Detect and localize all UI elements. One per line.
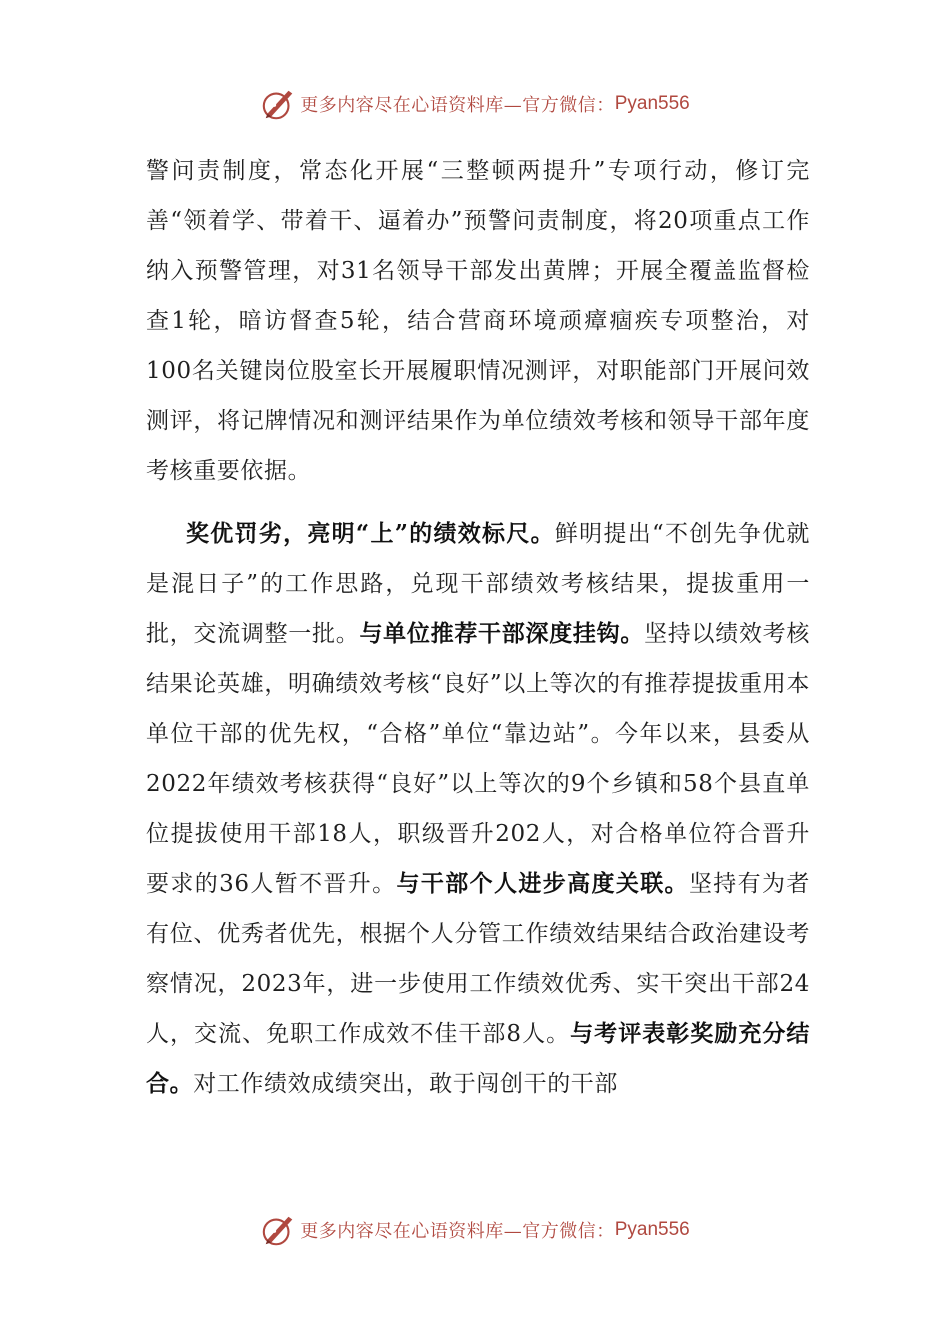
watermark-wechat-id: Pyan556 (614, 1219, 690, 1240)
paragraph-2-text-4: 对工作绩效成绩突出，敢于闯创干的干部 (193, 1071, 619, 1097)
paragraph-1-text: 警问责制度，常态化开展“三整顿两提升”专项行动，修订完善“领着学、带着干、逼着办”预警问责制度，将20项重点工作纳入预警管理，对31名领导干部发出黄牌；开展全覆盖监督检查1轮，暗访督查5轮，结合营商环境顽瘴痼疾专项整治，对100名关键岗位股室长开展履职情况测评，对职能部门开展问效测评，将记牌情况和测评结果作为单位绩效考核和领导干部年度考核重要依据。 (146, 158, 810, 484)
footer-watermark (0, 1210, 950, 1250)
subheading-personal-progress: 与干部个人进步高度关联。 (396, 870, 689, 897)
pen-logo-icon (260, 85, 298, 123)
paragraph-2-text-3: 坚持有为者有位、优秀者优先，根据个人分管工作绩效结果结合政治建设考察情况，2023年，进一步使用工作绩效优秀、实干突出干部24人，交流、免职工作成效不佳干部8人。 (146, 871, 811, 1047)
watermark-wechat-id: Pyan556 (614, 93, 690, 114)
subheading-awards: 与考评表彰奖励充分结合。 (146, 1020, 811, 1097)
paragraph-1 (146, 146, 810, 496)
subheading-unit-recommendation: 与单位推荐干部深度挂钩。 (359, 620, 645, 647)
pen-logo-icon (260, 1211, 298, 1249)
header-watermark (0, 84, 950, 124)
section-heading: 奖优罚劣，亮明“上”的绩效标尺。 (186, 520, 555, 547)
document-body (146, 146, 810, 1109)
paragraph-2-text-1: 鲜明提出“不创先争优就是混日子”的工作思路，兑现干部绩效考核结果，提拔重用一批，交流调整一批。 (146, 521, 811, 647)
watermark-text: 更多内容尽在心语资料库—官方微信： (300, 95, 615, 116)
paragraph-2 (146, 509, 810, 1109)
watermark-text: 更多内容尽在心语资料库—官方微信： (300, 1221, 615, 1242)
paragraph-2-text-2: 坚持以绩效考核结果论英雄，明确绩效考核“良好”以上等次的有推荐提拔重用本单位干部的优先权，“合格”单位“靠边站”。今年以来，县委从2022年绩效考核获得“良好”以上等次的9个乡镇和58个县直单位提拔使用干部18人，职级晋升202人，对合格单位符合晋升要求的36人暂不晋升。 (146, 621, 811, 897)
